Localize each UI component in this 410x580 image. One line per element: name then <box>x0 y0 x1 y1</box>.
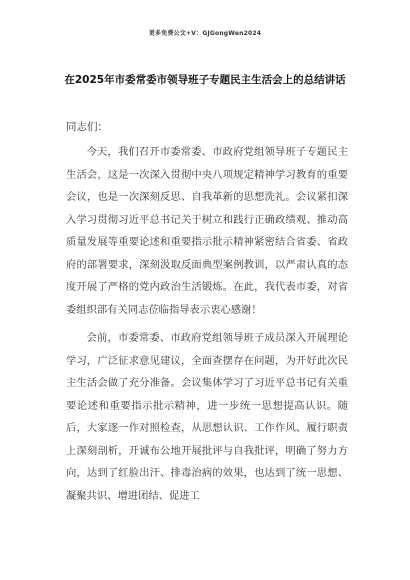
salutation: 同志们： <box>66 121 108 133</box>
paragraph: 会前，市委常委、市政府党组领导班子成员深入开展理论学习，广泛征求意见建议，全面查摆存在问题，为开好此次民主生活会做了充分准备。会议集体学习了习近平总书记有关重要论述和重要指示批示精神，进一步统一思想提高认识。随后，大家逐一作对照检查，从思想认识、工作作风、履行职责上深刻剖析，开诚布公地开展批评与自我批评，明确了努力方向，达到了红脸出汗、排毒治病的效果，也达到了统一思想、凝聚共识、增进团结、促进工 <box>66 332 348 502</box>
document-body <box>66 141 348 513</box>
header-watermark: 更多免费公文+V：GJGongWen2024 <box>148 30 262 37</box>
paragraph: 今天，我们召开市委常委、市政府党组领导班子专题民主生活会，这是一次深入贯彻中央八项规定精神学习教育的重要会议，也是一次深刻反思、自我革新的思想洗礼。会议紧扣深入学习贯彻习近平总书记关于树立和践行正确政绩观、推动高质量发展等重要论述和重要指示批示精神紧密结合省委、省政府的部署要求，深刻汲取反面典型案例教训，以严肃认真的态度开展了严格的党内政治生活锻炼。在此，我代表市委，对省委组织部有关同志莅临指导表示衷心感谢！ <box>66 146 348 316</box>
document-title: 在2025年市委常委市领导班子专题民主生活会上的总结讲话 <box>64 74 346 86</box>
